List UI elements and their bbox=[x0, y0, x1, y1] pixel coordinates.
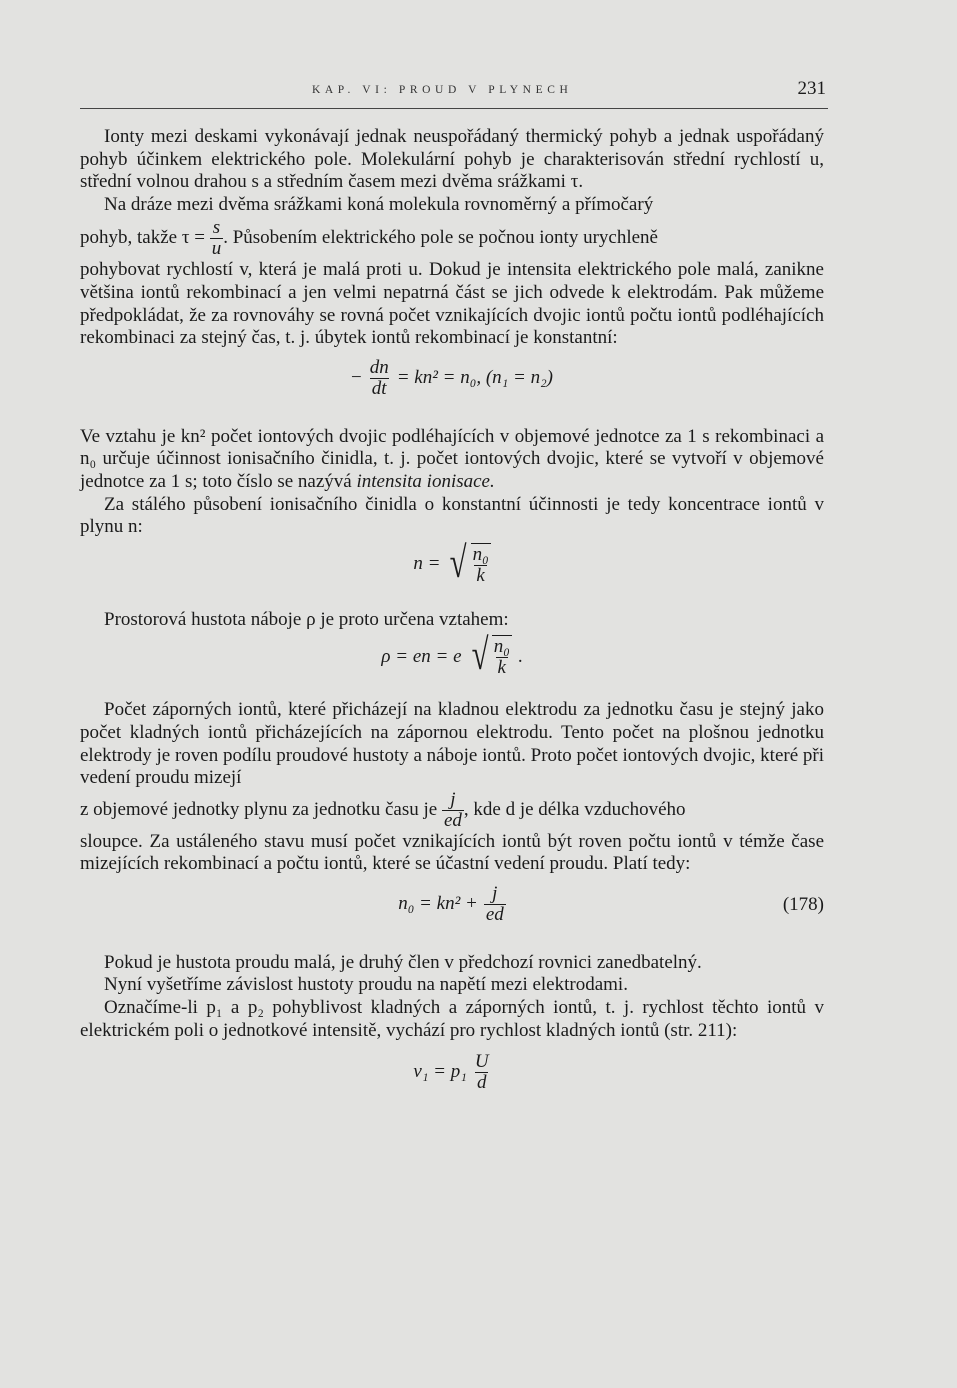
eq1-den: dt bbox=[371, 377, 387, 399]
paragraph-10: sloupce. Za ustáleného stavu musí počet vznikajících iontů být roven počtu iontů v témže čase mizejících rekombinací a počtu iontů, které se účastní vedení proudu. Platí tedy: bbox=[80, 830, 824, 875]
eq2-den: k bbox=[476, 564, 485, 586]
paragraph-3-end: . Působením elektrického pole se počnou ionty urychleně bbox=[223, 227, 658, 249]
page-header bbox=[80, 78, 828, 109]
eq5-den: d bbox=[476, 1072, 487, 1094]
equation-charge-density bbox=[80, 631, 824, 699]
paragraph-11: Pokud je hustota proudu malá, je druhý člen v předchozí rovnici zanedbatelný. bbox=[104, 951, 702, 973]
eq4-num: j bbox=[492, 882, 498, 904]
paragraph-5-text: Ve vztahu je kn² počet iontových dvojic podléhajících v objemové jednotce za 1 s rekombinaci a n₀ určuje účinnost ionisačního činidla, t. j. počet iontových dvojic, které se vytvoří v objemové jednotce za 1 s; toto číslo se nazývá bbox=[80, 425, 824, 492]
eq1-fraction bbox=[368, 358, 391, 399]
eq3-lhs: ρ = en = e bbox=[381, 645, 462, 667]
eq2-num: n₀ bbox=[472, 543, 489, 565]
page-number: 231 bbox=[797, 78, 826, 99]
paragraph-12: Nyní vyšetříme závislost hustoty proudu na napětí mezi elektrodami. bbox=[104, 974, 628, 996]
eq1-minus: − bbox=[350, 366, 362, 388]
paragraph-1: Ionty mezi deskami vykonávají jednak neuspořádaný thermický pohyb a jednak uspořádaný pohyb účinkem elektrického pole. Molekulární pohyb je charakterisován střední rychlostí u, střední volnou drahou s a středním časem mezi dvěma srážkami τ. bbox=[80, 126, 824, 193]
paragraph-9-start: z objemové jednotky plynu za jednotku času je bbox=[80, 798, 438, 820]
eq5-num: U bbox=[474, 1051, 489, 1073]
equation-178 bbox=[80, 876, 824, 952]
paragraph-7: Prostorová hustota náboje ρ je proto určena vztahem: bbox=[104, 608, 509, 630]
page-body bbox=[80, 126, 824, 1122]
equation-velocity bbox=[80, 1042, 824, 1122]
eq3-num: n₀ bbox=[493, 636, 510, 658]
eq3-end: . bbox=[517, 645, 523, 667]
tau-fraction bbox=[210, 218, 224, 259]
eq1-num: dn bbox=[369, 356, 389, 378]
eq3-den: k bbox=[497, 657, 506, 679]
eq4-fraction bbox=[484, 884, 506, 925]
eq2-sqrt bbox=[446, 537, 490, 587]
j-over-ed-den: ed bbox=[443, 809, 462, 831]
eq2-fraction bbox=[471, 545, 491, 586]
eq3-sqrt bbox=[468, 630, 512, 680]
eq3-fraction bbox=[492, 637, 512, 678]
paragraph-5 bbox=[80, 426, 824, 494]
paragraph-3-start: pohyb, takže τ = bbox=[80, 227, 205, 249]
paragraph-2: Na dráze mezi dvěma srážkami koná molekula rovnoměrný a přímočarý bbox=[104, 193, 654, 215]
term-intensita-ionisace: intensita ionisace. bbox=[356, 470, 495, 492]
tau-fraction-den: u bbox=[211, 238, 222, 260]
paragraph-9 bbox=[80, 790, 824, 831]
equation-number: (178) bbox=[782, 893, 824, 915]
j-over-ed-fraction bbox=[442, 790, 464, 831]
sqrt-sign-icon: √ bbox=[450, 537, 467, 587]
paragraph-4: pohybovat rychlostí v, která je malá proti u. Dokud je intensita elektrického pole malá, zanikne většina iontů rekombinací a jen velmi nepatrná část se jich odvede k elektrodám. Pak můžeme předpokládat, že za rovnováhy se rovná počet vznikajících dvojic iontů počtu iontů podléhajících rekombinaci za stejný čas, t. j. úbytek iontů rekombinací je konstantní: bbox=[80, 259, 824, 349]
equation-recombination bbox=[80, 350, 824, 426]
paragraph-3 bbox=[80, 218, 824, 259]
eq2-lhs: n = bbox=[413, 552, 441, 574]
sqrt-sign-icon: √ bbox=[471, 630, 489, 680]
eq5-lhs: v₁ = p₁ bbox=[413, 1061, 467, 1083]
paragraph-9-end: , kde d je délka vzduchového bbox=[463, 798, 686, 820]
paragraph-13: Označíme-li p₁ a p₂ pohyblivost kladných a záporných iontů, t. j. rychlost těchto iontů v elektrickém poli o jednotkové intensitě, vychází pro rychlost kladných iontů (str. 211): bbox=[80, 997, 824, 1041]
eq4-lhs: n₀ = kn² + bbox=[398, 893, 478, 915]
equation-concentration bbox=[80, 539, 824, 609]
paragraph-6: Za stálého působení ionisačního činidla o konstantní účinnosti je tedy koncentrace iontů v plynu n: bbox=[80, 493, 824, 538]
j-over-ed-num: j bbox=[450, 788, 456, 810]
eq5-fraction bbox=[473, 1052, 491, 1093]
eq1-rest: = kn² = n₀, (n₁ = n₂) bbox=[396, 366, 554, 388]
tau-fraction-num: s bbox=[212, 217, 221, 239]
running-head: KAP. VI: PROUD V PLYNECH bbox=[312, 84, 573, 96]
paragraph-8: Počet záporných iontů, které přicházejí na kladnou elektrodu za jednotku času je stejný jako počet kladných iontů přicházejících na zápornou elektrodu. Tento počet na plošnou jednotku elektrody je roven podílu proudové hustoty a náboje iontů. Proto počet iontových dvojic, které při vedení proudu mizejí bbox=[80, 699, 825, 789]
eq4-den: ed bbox=[485, 903, 504, 925]
